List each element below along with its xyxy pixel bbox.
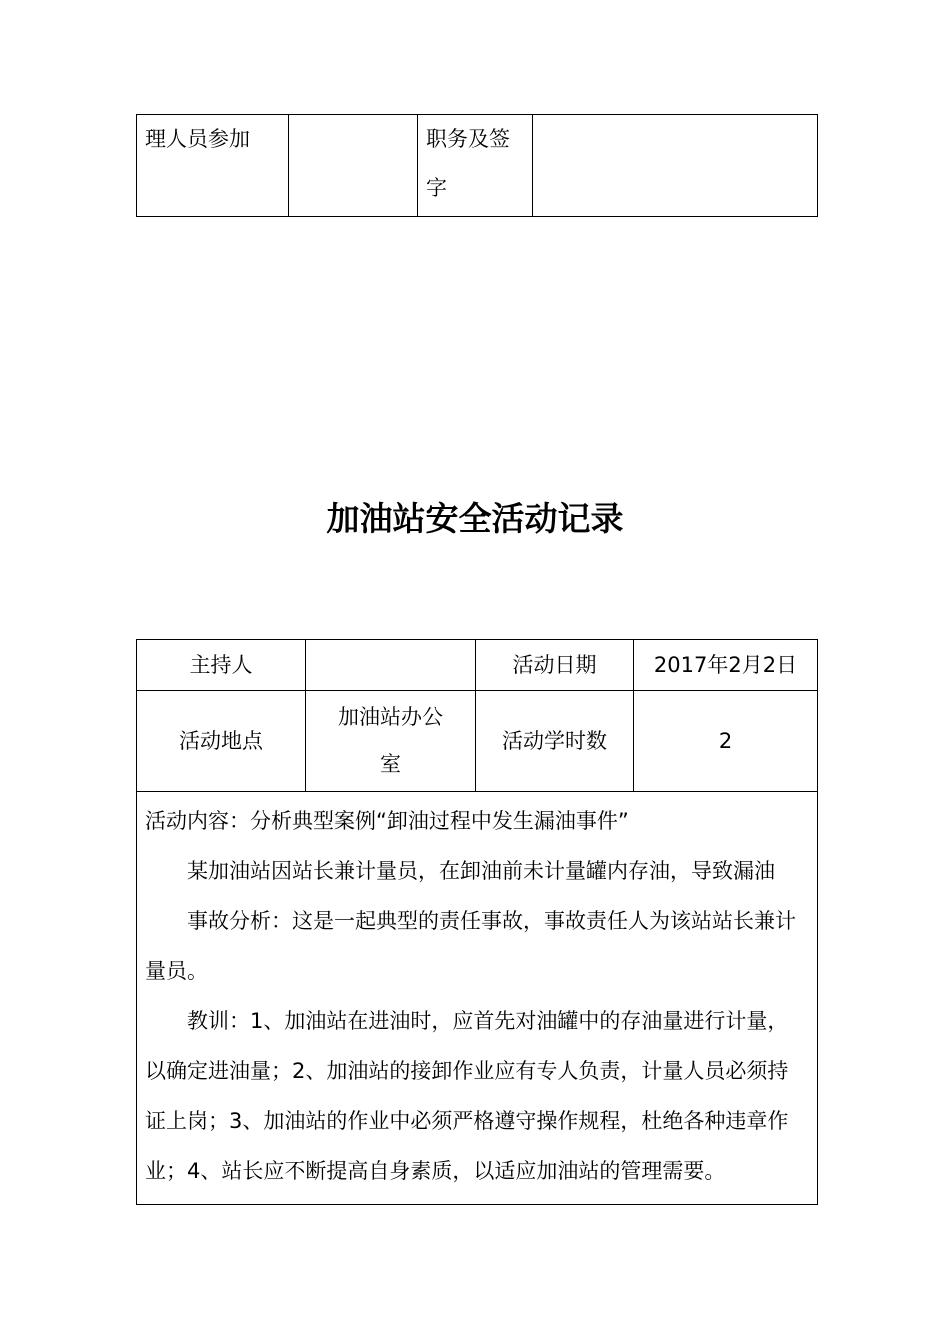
- signature-table: [136, 114, 818, 217]
- accident-analysis: 事故分析：这是一起典型的责任事故，事故责任人为该站站长兼计量员。: [145, 909, 796, 983]
- participants-label-cell: 理人员参加: [137, 115, 289, 217]
- lessons-learned: 教训：1、加油站在进油时，应首先对油罐中的存油量进行计量，以确定进油量；2、加油站的接卸作业应有专人负责，计量人员必须持证上岗；3、加油站的作业中必须严格遵守操作规程，杜绝各种违章作业；4、站长应不断提高自身素质，以适应加油站的管理需要。: [145, 1009, 789, 1183]
- date-value: 2017年2月2日: [634, 640, 818, 691]
- activity-record-table: [136, 639, 818, 1205]
- location-hours-row: [137, 691, 818, 792]
- hours-value: 2: [634, 691, 818, 792]
- position-signature-label-cell: 职务及签字: [418, 115, 533, 217]
- content-row: [137, 792, 818, 1205]
- participants-value-cell: [289, 115, 418, 217]
- document-title: 加油站安全活动记录: [326, 499, 624, 538]
- content-heading: 活动内容：分析典型案例“卸油过程中发生漏油事件”: [145, 809, 629, 833]
- host-value: [306, 640, 476, 691]
- signature-row: [137, 115, 818, 217]
- date-label: 活动日期: [476, 640, 634, 691]
- host-label: 主持人: [137, 640, 306, 691]
- location-value: 加油站办公室: [306, 691, 476, 792]
- position-signature-value-cell: [533, 115, 818, 217]
- hours-label: 活动学时数: [476, 691, 634, 792]
- case-description: 某加油站因站长兼计量员，在卸油前未计量罐内存油，导致漏油: [187, 859, 775, 883]
- location-label: 活动地点: [137, 691, 306, 792]
- host-date-row: [137, 640, 818, 691]
- activity-content-cell: [137, 792, 818, 1205]
